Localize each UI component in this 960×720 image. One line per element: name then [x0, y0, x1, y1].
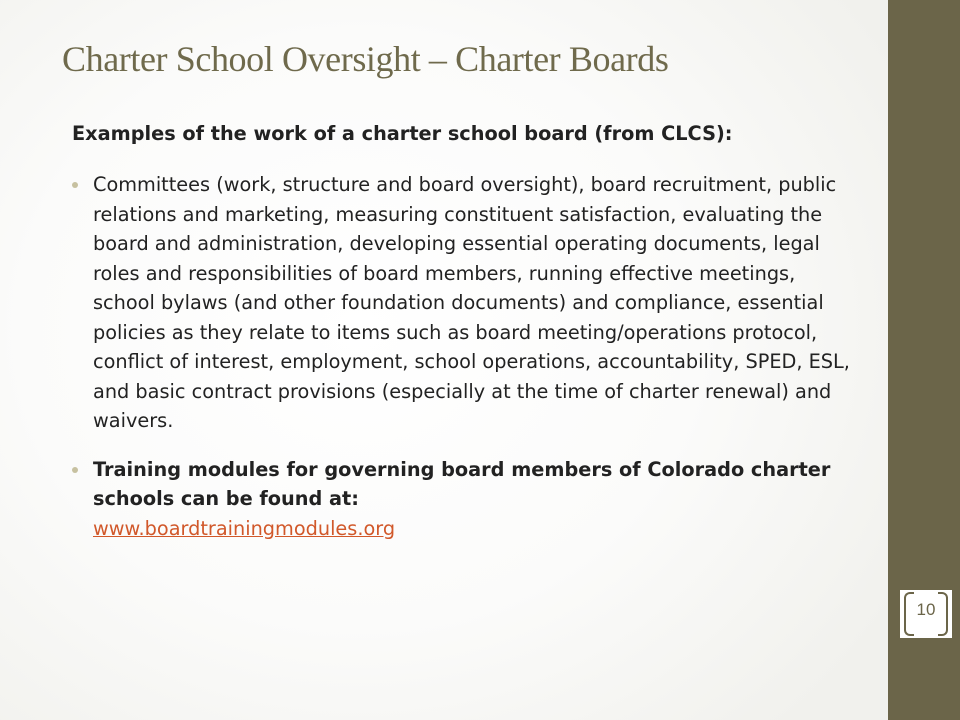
bullet-list: [72, 170, 852, 543]
bullet-dot-icon: [72, 467, 78, 473]
page-number-badge: [900, 590, 952, 638]
bullet-text: Committees (work, structure and board oversight), board recruitment, public relations and marketing, measuring constituent satisfaction, evaluating the board and administration, developing essential operating documents, legal roles and responsibilities of board members, running effective meetings, school bylaws (and other foundation documents) and compliance, essential policies as they relate to items such as board meeting/operations protocol, conflict of interest, employment, school operations, accountability, SPED, ESL, and basic contract provisions (especially at the time of charter renewal) and waivers.: [93, 173, 850, 432]
slide-content: [72, 118, 852, 562]
right-brace-icon: [938, 592, 948, 636]
bullet-item-training: [72, 455, 852, 544]
bullet-item-committees: [72, 170, 852, 436]
bullet-text: Training modules for governing board members of Colorado charter schools can be found at:: [93, 457, 831, 510]
bullet-dot-icon: [72, 182, 78, 188]
training-modules-link[interactable]: www.boardtrainingmodules.org: [93, 516, 396, 540]
page-number: 10: [916, 600, 936, 619]
intro-heading: Examples of the work of a charter school board (from CLCS):: [72, 122, 733, 145]
slide-title: Charter School Oversight – Charter Boards: [62, 39, 669, 79]
